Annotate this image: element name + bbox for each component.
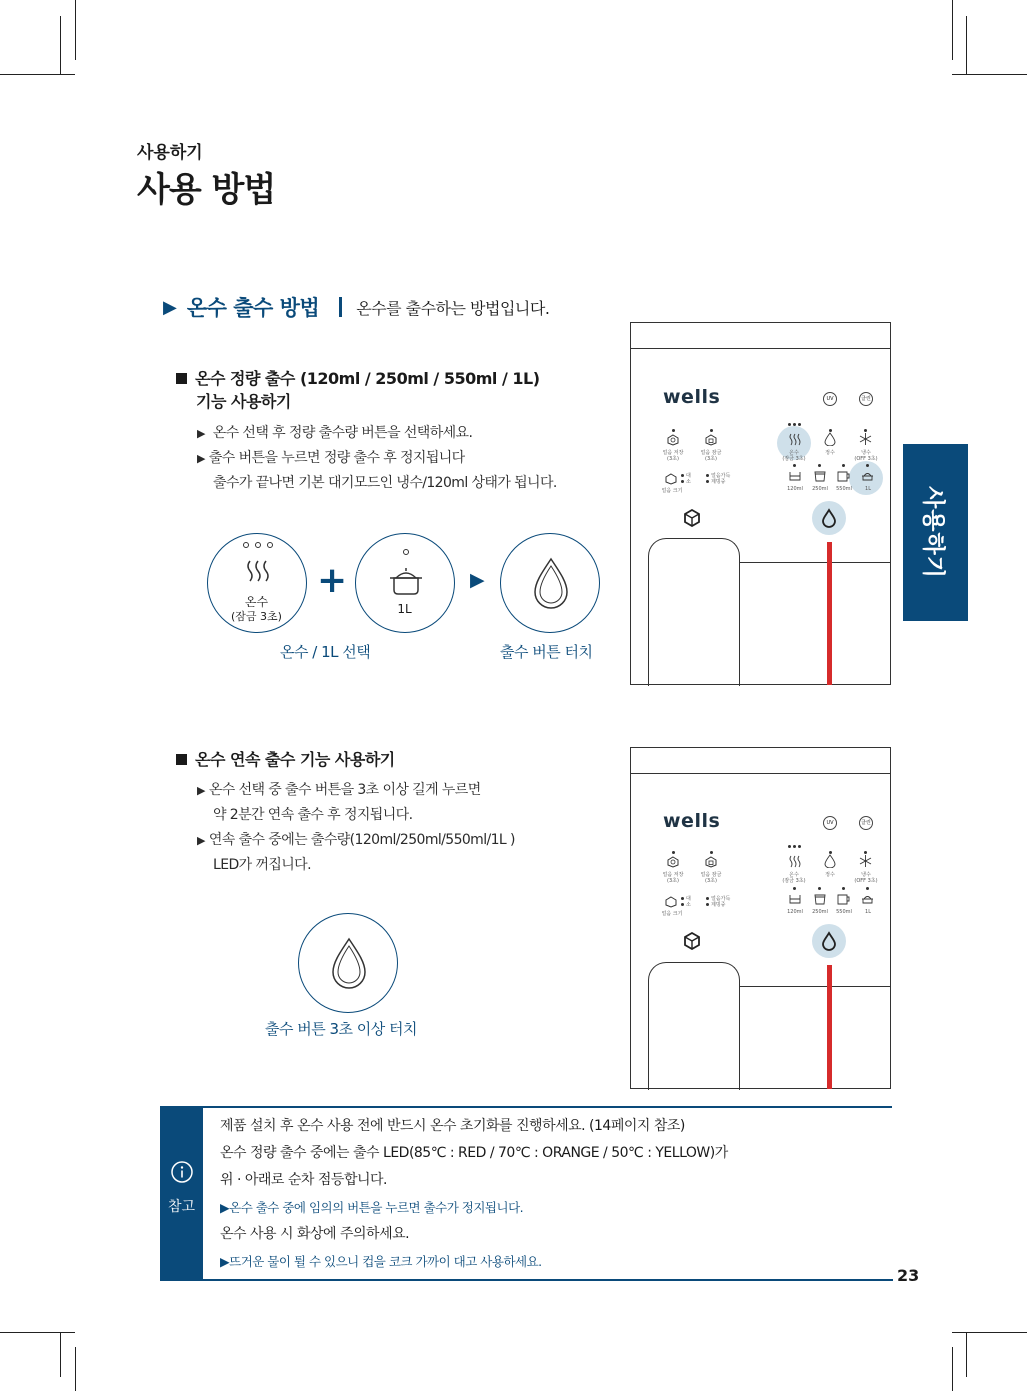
hot-sub: (잠금 3초)	[782, 878, 806, 884]
water-drop-icon	[820, 508, 838, 528]
indicator-dot	[681, 474, 684, 477]
hot-water-button-illustration	[207, 533, 307, 633]
note-line4: ▶온수 출수 중에 임의의 버튼을 누르면 출수가 정지됩니다.	[220, 1200, 524, 1215]
size-large-label: 대	[686, 896, 691, 902]
pot-icon	[861, 893, 874, 905]
crop-mark	[0, 74, 75, 75]
hot-sublabel: (잠금 3초)	[231, 610, 282, 623]
crop-mark	[952, 1332, 1027, 1333]
note-bottom-rule	[203, 1279, 893, 1281]
indicator-dot	[793, 845, 796, 848]
250ml-label: 250ml	[812, 909, 828, 915]
clean-button	[859, 392, 873, 406]
1l-button-illustration	[355, 533, 455, 633]
indicator-dot	[798, 845, 801, 848]
snowflake-icon	[859, 432, 872, 446]
outlet-divider	[739, 986, 891, 987]
chapter-tab-label: 사용하기	[920, 486, 946, 579]
indicator-dot	[672, 429, 675, 432]
indicator-dot	[788, 845, 791, 848]
fixed-title-line2: 기능 사용하기	[196, 392, 291, 411]
ice-lock-label: 얼음 잠금	[700, 872, 722, 878]
caption-select: 온수 / 1L 선택	[280, 643, 371, 661]
note-line1: 제품 설치 후 온수 사용 전에 반드시 온수 초기화를 진행하세요. (14페이지 참조)	[220, 1118, 685, 1134]
continuous-bullets	[197, 778, 515, 878]
uv-label: UV	[826, 820, 834, 826]
size-small-label: 소	[686, 479, 691, 485]
indicator-dot	[681, 903, 684, 906]
purified-label: 정수	[825, 450, 835, 456]
indicator-dot	[793, 423, 796, 426]
water-drop-icon	[820, 931, 838, 951]
uv-button	[823, 816, 837, 830]
pot-icon	[861, 470, 874, 482]
hot-label: 온수	[789, 872, 799, 878]
water-drop-icon	[298, 913, 398, 1013]
panel-top-strip	[631, 348, 890, 349]
1l-label: 1L	[865, 909, 871, 915]
ice-size-icon	[665, 473, 677, 485]
page-number: 23	[897, 1266, 920, 1285]
120ml-label: 120ml	[787, 909, 803, 915]
ice-size-label: 얼음 크기	[661, 488, 683, 494]
purified-label: 정수	[825, 872, 835, 878]
fixed-bullet2-line1: 출수 버튼을 누르면 정량 출수 후 정지됩니다	[208, 450, 465, 466]
fixed-title-line1: 온수 정량 출수 (120ml / 250ml / 550ml / 1L)	[195, 369, 540, 388]
triangle-icon: ▶	[197, 427, 205, 440]
fixed-dispense-heading	[176, 367, 540, 413]
snowflake-icon	[859, 854, 872, 868]
ice-make-sub: (3초)	[667, 456, 679, 462]
cup-medium-icon	[814, 470, 826, 482]
led-bar	[827, 542, 832, 685]
dispense-button-illustration	[298, 913, 398, 1013]
outlet-divider	[739, 562, 891, 563]
indicator-dot	[681, 480, 684, 483]
indicator-dot	[706, 480, 709, 483]
cold-label: 냉수	[861, 450, 871, 456]
note-line6: ▶뜨거운 물이 튈 수 있으니 컵을 코크 가까이 대고 사용하세요.	[220, 1254, 542, 1269]
caption-long-touch: 출수 버튼 3초 이상 터치	[265, 1020, 418, 1038]
section-description: 온수를 출수하는 방법입니다.	[356, 298, 550, 318]
steam-icon	[788, 854, 802, 868]
note-line2: 온수 정량 출수 중에는 출수 LED(85℃ : RED / 70℃ : ORANGE / 50℃ : YELLOW)가	[220, 1145, 728, 1161]
indicator-dot	[706, 903, 709, 906]
ice-lock-label: 얼음 잠금	[700, 450, 722, 456]
status-making-label: 제빙중	[711, 902, 726, 908]
continuous-heading	[176, 748, 395, 771]
indicator-dot	[672, 851, 675, 854]
indicator-dot	[706, 474, 709, 477]
note-line3: 위 · 아래로 순차 점등합니다.	[220, 1172, 387, 1188]
uv-label: UV	[826, 396, 834, 402]
crop-mark	[75, 1347, 76, 1391]
550ml-label: 550ml	[836, 909, 852, 915]
hot-label: 온수	[789, 450, 799, 456]
ice-outlet	[648, 962, 740, 1090]
triangle-icon: ▶	[197, 834, 205, 847]
note-top-rule	[203, 1106, 892, 1108]
ice-size-label: 얼음 크기	[661, 911, 683, 917]
indicator-dot	[866, 464, 869, 467]
divider	[339, 297, 342, 317]
crop-mark	[966, 1332, 967, 1377]
page-title: 사용 방법	[137, 170, 276, 210]
250ml-label: 250ml	[812, 486, 828, 492]
note-label: 참고	[167, 1199, 196, 1215]
ice-make-sub: (3초)	[667, 878, 679, 884]
indicator-dot	[866, 887, 869, 890]
size-small-label: 소	[686, 902, 691, 908]
size-large-label: 대	[686, 473, 691, 479]
clean-button	[859, 816, 873, 830]
note-body	[220, 1113, 728, 1275]
indicator-dot	[842, 464, 845, 467]
continuous-bullet2-line2: LED가 꺼집니다.	[213, 857, 311, 873]
indicator-dot	[710, 429, 713, 432]
continuous-bullet1-line1: 온수 선택 중 출수 버튼을 3초 이상 길게 누르면	[208, 782, 481, 798]
info-icon	[170, 1160, 194, 1184]
fixed-bullet2-line2: 출수가 끝나면 기본 대기모드인 냉수/120ml 상태가 됩니다.	[213, 475, 557, 491]
crop-mark	[952, 74, 1027, 75]
steam-icon	[788, 432, 802, 446]
cup-medium-icon	[814, 893, 826, 905]
crop-mark	[952, 0, 953, 60]
crop-mark	[75, 0, 76, 60]
hot-sub: (잠금 3초)	[782, 456, 806, 462]
square-bullet-icon	[176, 373, 187, 384]
indicator-dot	[798, 423, 801, 426]
square-bullet-icon	[176, 754, 187, 765]
cup-large-icon	[837, 893, 850, 905]
section-heading	[163, 292, 549, 322]
indicator-dot	[793, 464, 796, 467]
status-making-label: 제빙중	[711, 479, 726, 485]
panel-top-strip	[631, 773, 890, 774]
indicator-dot	[706, 897, 709, 900]
cup-small-icon	[789, 470, 801, 482]
cold-sub: (OFF 3초)	[854, 456, 878, 462]
1l-label: 1L	[865, 486, 871, 492]
1l-label: 1L	[397, 602, 412, 616]
note-sidebar	[160, 1106, 203, 1281]
caption-touch: 출수 버튼 터치	[500, 643, 593, 661]
crop-mark	[60, 16, 61, 74]
brand-logo: wells	[663, 386, 721, 408]
ice-dispense-icon	[683, 932, 701, 950]
triangle-icon: ▶	[197, 452, 205, 465]
continuous-title: 온수 연속 출수 기능 사용하기	[195, 750, 395, 769]
clean-label: 클린	[861, 396, 871, 402]
water-drop-icon	[500, 533, 600, 633]
crop-mark	[952, 1347, 953, 1391]
dispense-button-illustration	[500, 533, 600, 633]
ice-make-label: 얼음 저장	[662, 450, 684, 456]
section-title: 온수 출수 방법	[186, 296, 320, 320]
cup-small-icon	[789, 893, 801, 905]
indicator-dot	[681, 897, 684, 900]
brand-logo: wells	[663, 810, 721, 832]
ice-size-icon	[665, 896, 677, 908]
indicator-dot	[818, 887, 821, 890]
120ml-label: 120ml	[787, 486, 803, 492]
control-panel-illustration	[630, 747, 891, 1089]
indicator-dot	[842, 887, 845, 890]
control-panel-illustration	[630, 322, 891, 685]
ice-lock-sub: (3초)	[705, 878, 717, 884]
ice-lock-icon	[705, 434, 717, 446]
pot-icon	[355, 533, 455, 633]
ice-dispense-icon	[683, 509, 701, 527]
clean-label: 클린	[861, 820, 871, 826]
hot-label: 온수	[244, 595, 269, 609]
arrow-icon: ▶	[470, 569, 485, 591]
indicator-dot	[788, 423, 791, 426]
status-full-label: 얼음가득	[711, 896, 731, 902]
continuous-bullet2-line1: 연속 출수 중에는 출수량(120ml/250ml/550ml/1L )	[208, 832, 515, 848]
led-bar	[827, 965, 832, 1089]
cup-large-icon	[837, 470, 850, 482]
uv-button	[823, 392, 837, 406]
note-line5: 온수 사용 시 화상에 주의하세요.	[220, 1226, 410, 1242]
continuous-bullet1-line2: 약 2분간 연속 출수 후 정지됩니다.	[213, 807, 413, 823]
fixed-bullet1: 온수 선택 후 정량 출수량 버튼을 선택하세요.	[212, 425, 473, 441]
ice-lock-icon	[705, 856, 717, 868]
chapter-tab	[903, 444, 968, 621]
triangle-icon: ▶	[163, 296, 177, 318]
crop-mark	[966, 16, 967, 74]
ice-outlet	[648, 538, 740, 686]
water-drop-icon	[824, 854, 836, 868]
cold-sub: (OFF 3초)	[854, 878, 878, 884]
ice-make-icon	[667, 856, 679, 868]
indicator-dot	[818, 464, 821, 467]
crop-mark	[60, 1332, 61, 1377]
plus-icon: +	[317, 560, 348, 601]
550ml-label: 550ml	[836, 486, 852, 492]
status-full-label: 얼음가득	[711, 473, 731, 479]
triangle-icon: ▶	[197, 784, 205, 797]
crop-mark	[0, 1332, 75, 1333]
category-label: 사용하기	[137, 143, 203, 163]
indicator-dot	[710, 851, 713, 854]
fixed-bullets	[197, 421, 557, 496]
ice-make-label: 얼음 저장	[662, 872, 684, 878]
ice-make-icon	[667, 434, 679, 446]
water-drop-icon	[824, 432, 836, 446]
ice-lock-sub: (3초)	[705, 456, 717, 462]
indicator-dot	[793, 887, 796, 890]
cold-label: 냉수	[861, 872, 871, 878]
